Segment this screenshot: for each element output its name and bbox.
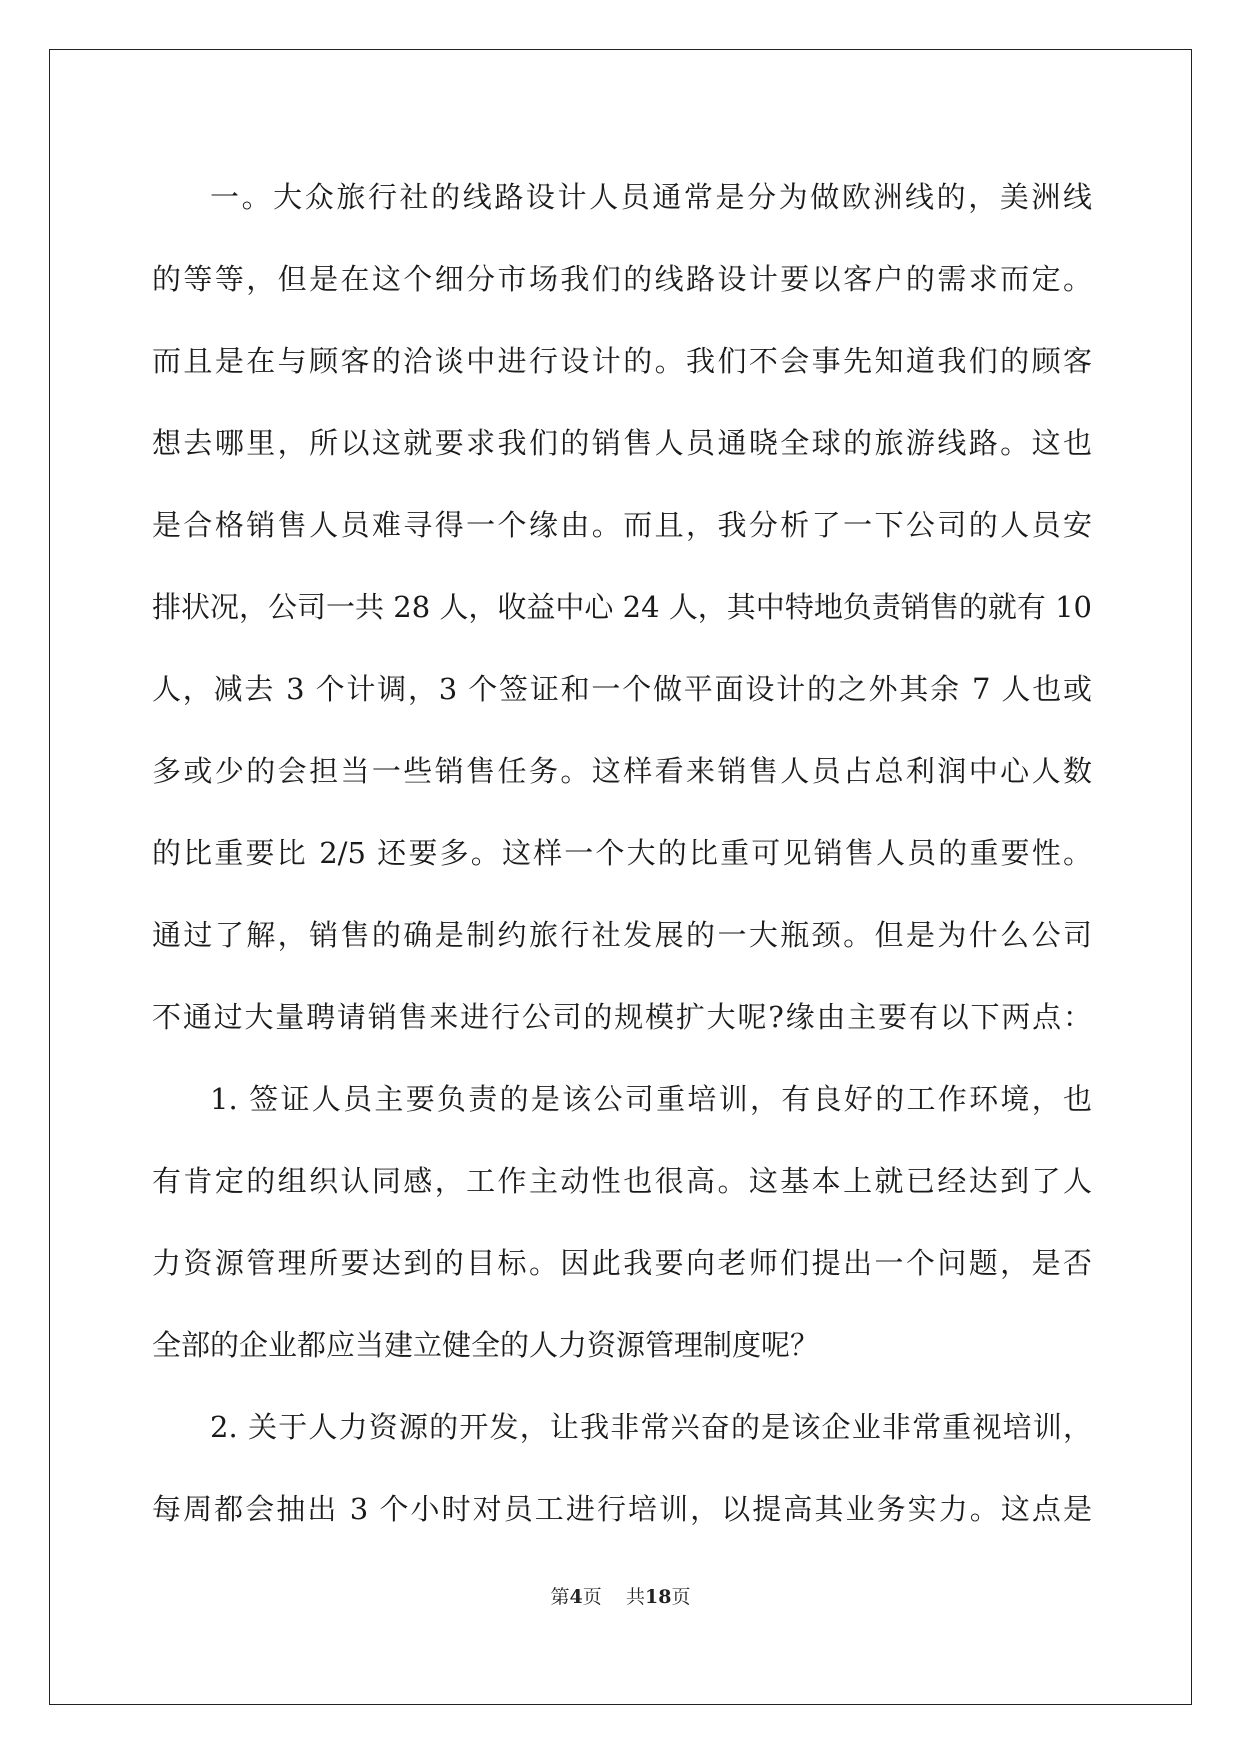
text-line: 的比重要比 2/5 还要多。这样一个大的比重可见销售人员的重要性。	[152, 836, 1092, 870]
text-line: 通过了解，销售的确是制约旅行社发展的一大瓶颈。但是为什么公司	[152, 918, 1092, 952]
total-pages-number: 18	[644, 1586, 672, 1608]
footer-total-suffix: 页	[671, 1586, 691, 1608]
text-line: 人，减去 3 个计调，3 个签证和一个做平面设计的之外其余 7 人也或	[152, 672, 1092, 706]
text-line: 而且是在与顾客的洽谈中进行设计的。我们不会事先知道我们的顾客	[152, 344, 1092, 378]
text-line: 1. 签证人员主要负责的是该公司重培训，有良好的工作环境，也	[210, 1082, 1092, 1116]
footer-page-suffix: 页	[582, 1586, 602, 1608]
text-line: 是合格销售人员难寻得一个缘由。而且，我分析了一下公司的人员安	[152, 508, 1092, 542]
text-line: 多或少的会担当一些销售任务。这样看来销售人员占总利润中心人数	[152, 754, 1092, 788]
text-line: 的等等，但是在这个细分市场我们的线路设计要以客户的需求而定。	[152, 262, 1092, 296]
footer-total-prefix: 共	[625, 1586, 645, 1608]
text-line: 2. 关于人力资源的开发，让我非常兴奋的是该企业非常重视培训，	[210, 1410, 1092, 1444]
text-line: 不通过大量聘请销售来进行公司的规模扩大呢?缘由主要有以下两点：	[152, 1000, 1092, 1034]
footer-prefix: 第	[550, 1586, 570, 1608]
text-line: 全部的企业都应当建立健全的人力资源管理制度呢？	[152, 1328, 820, 1362]
page-footer	[0, 1582, 1241, 1609]
document-body	[152, 165, 1092, 1559]
text-line: 一。大众旅行社的线路设计人员通常是分为做欧洲线的，美洲线	[210, 180, 1092, 214]
text-line: 排状况，公司一共 28 人，收益中心 24 人，其中特地负责销售的就有 10	[152, 590, 1092, 624]
text-line: 每周都会抽出 3 个小时对员工进行培训，以提高其业务实力。这点是	[152, 1492, 1092, 1526]
text-line: 有肯定的组织认同感，工作主动性也很高。这基本上就已经达到了人	[152, 1164, 1092, 1198]
current-page-number: 4	[569, 1586, 583, 1608]
text-line: 力资源管理所要达到的目标。因此我要向老师们提出一个问题，是否	[152, 1246, 1092, 1280]
text-line: 想去哪里，所以这就要求我们的销售人员通晓全球的旅游线路。这也	[152, 426, 1092, 460]
